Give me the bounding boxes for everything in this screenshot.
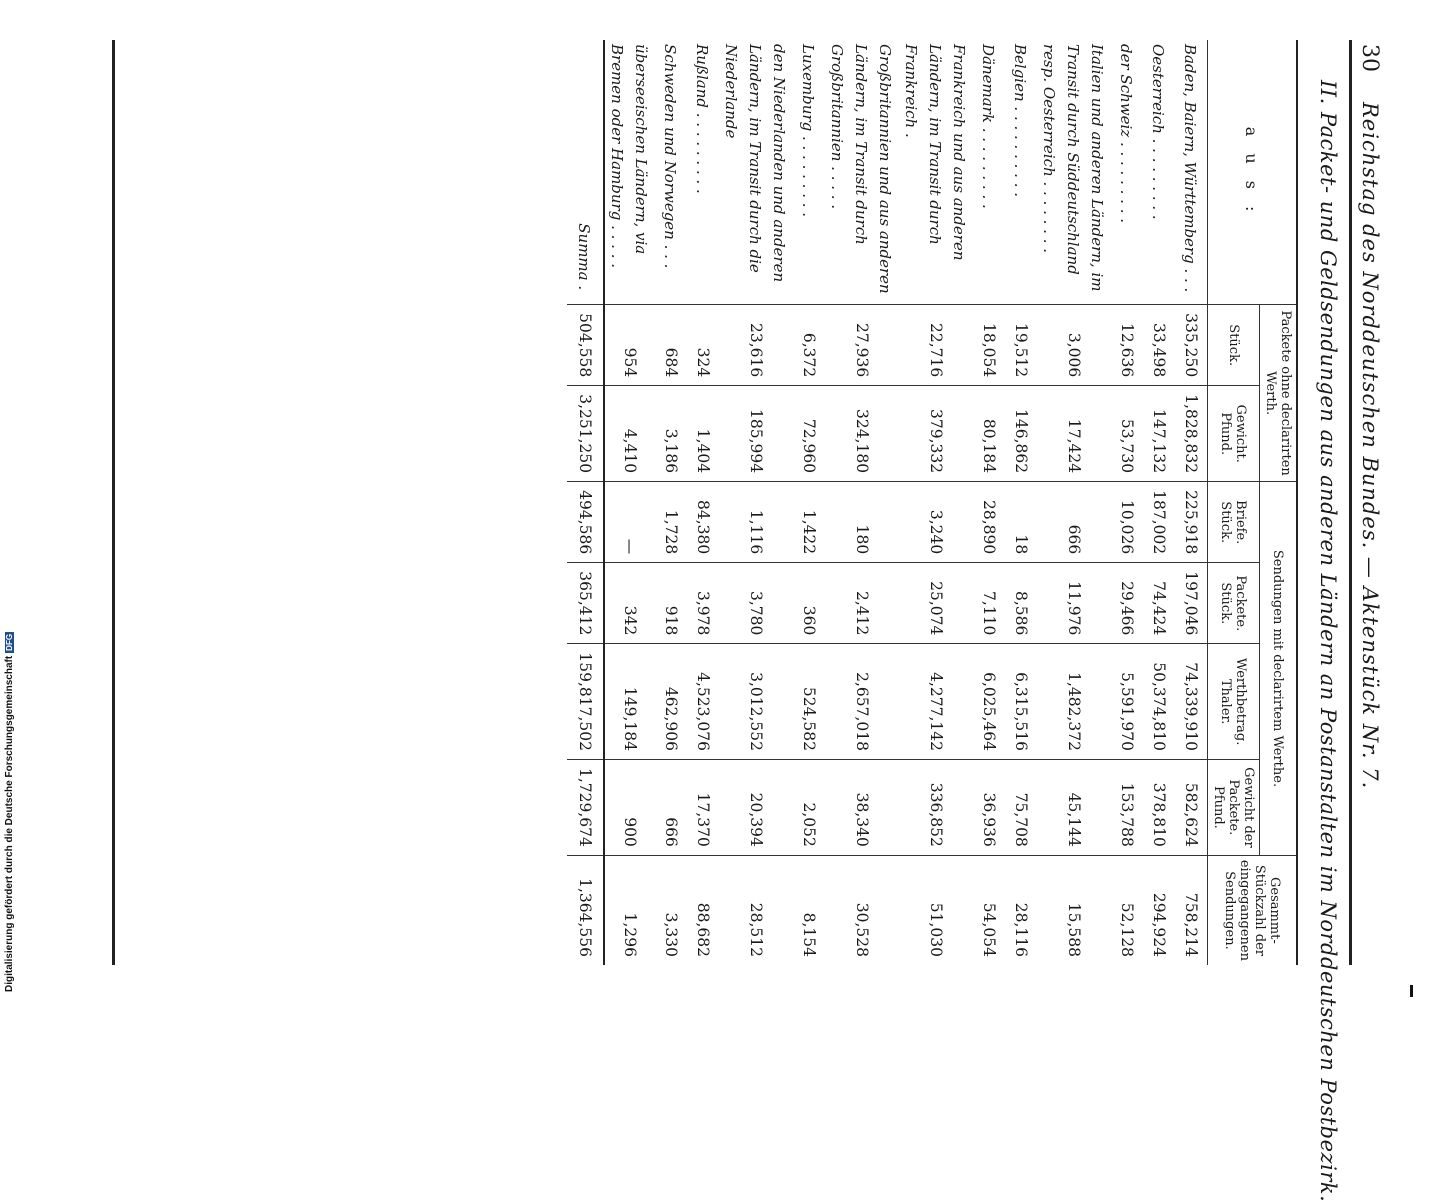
cell-pfund: 153,788 xyxy=(1111,759,1143,855)
top-rule xyxy=(1349,40,1352,965)
cell-land: Großbritannien und aus anderen Ländern, im Transit durch Großbritannien . . . . . xyxy=(828,44,894,294)
cell-briefe: 1,116 xyxy=(719,482,793,563)
sum-row xyxy=(567,40,604,965)
statistics-table xyxy=(567,40,1296,965)
cell-gesammt: 51,030 xyxy=(899,855,973,965)
cell-land: Rußland . . . . . . . . . xyxy=(693,44,711,194)
cell-briefe: — xyxy=(604,482,655,563)
cell-werth: 3,012,552 xyxy=(719,644,793,760)
table-row xyxy=(899,40,973,965)
cell-packete: 342 xyxy=(604,563,655,644)
col-group-ohne: Packete ohne declarirten Werth. xyxy=(1260,305,1297,482)
cell-gewicht: 80,184 xyxy=(973,386,1005,482)
cell-gewicht: 147,132 xyxy=(1143,386,1175,482)
col-header-land: a u s : xyxy=(1208,40,1297,305)
running-header: Reichstag des Norddeutschen Bundes. — Aktenstück Nr. 7. xyxy=(1358,102,1382,790)
cell-werth: 50,374,810 xyxy=(1143,644,1175,760)
cell-briefe: 84,380 xyxy=(687,482,719,563)
table-row xyxy=(604,40,655,965)
page-number: 30 xyxy=(1357,44,1382,72)
cell-packete: 360 xyxy=(793,563,825,644)
cell-packete: 74,424 xyxy=(1143,563,1175,644)
col-header-gesammt: Gesammt-Stückzahl der eingegangenen Sendungen. xyxy=(1208,855,1297,965)
cell-packete: 3,978 xyxy=(687,563,719,644)
col-header-mit-gewicht: Gewicht der Packete. Pfund. xyxy=(1208,759,1260,855)
cell-werth: 462,906 xyxy=(655,644,687,760)
col-header-mit-briefe: Briefe. Stück. xyxy=(1208,482,1260,563)
table-row xyxy=(793,40,825,965)
cell-briefe: 494,586 xyxy=(567,482,604,563)
cell-packete: 25,074 xyxy=(899,563,973,644)
cell-briefe: 10,026 xyxy=(1111,482,1143,563)
cell-packete: 918 xyxy=(655,563,687,644)
cell-gesammt: 294,924 xyxy=(1143,855,1175,965)
cell-werth: 6,025,464 xyxy=(973,644,1005,760)
cell-gesammt: 30,528 xyxy=(825,855,899,965)
cell-gewicht: 1,404 xyxy=(687,386,719,482)
cell-gewicht: 17,424 xyxy=(1037,386,1111,482)
cell-stueck: 324 xyxy=(687,305,719,386)
cell-gewicht: 146,862 xyxy=(1005,386,1037,482)
cell-land: Italien und anderen Ländern, im Transit durch Süddeutschland resp. Oesterreich . . . . . . . . xyxy=(1040,44,1106,292)
cell-land: den Niederlanden und anderen Ländern, im Transit durch die Niederlande xyxy=(722,44,788,283)
cell-briefe: 1,422 xyxy=(793,482,825,563)
cell-briefe: 180 xyxy=(825,482,899,563)
col-group-mit: Sendungen mit declarirtem Werthe. xyxy=(1260,482,1297,856)
table-row xyxy=(719,40,793,965)
cell-land: Oesterreich . . . . . . . . . xyxy=(1149,44,1167,220)
cell-gesammt: 3,330 xyxy=(655,855,687,965)
table-row xyxy=(1005,40,1037,965)
cell-land: Baden, Baiern, Württemberg . . . xyxy=(1181,44,1199,293)
cell-packete: 365,412 xyxy=(567,563,604,644)
cell-stueck: 335,250 xyxy=(1175,305,1208,386)
cell-werth: 5,591,970 xyxy=(1111,644,1143,760)
cell-pfund: 2,052 xyxy=(793,759,825,855)
cell-packete: 7,110 xyxy=(973,563,1005,644)
cell-gewicht: 4,410 xyxy=(604,386,655,482)
cell-stueck: 6,372 xyxy=(793,305,825,386)
cell-gewicht: 53,730 xyxy=(1111,386,1143,482)
cell-werth: 524,582 xyxy=(793,644,825,760)
table-row xyxy=(1037,40,1111,965)
cell-stueck: 3,006 xyxy=(1037,305,1111,386)
cell-pfund: 17,370 xyxy=(687,759,719,855)
cell-packete: 29,466 xyxy=(1111,563,1143,644)
cell-werth: 4,523,076 xyxy=(687,644,719,760)
title-rule xyxy=(1296,40,1298,965)
cell-land: Luxemburg . . . . . . . . . xyxy=(799,44,817,218)
table-row xyxy=(825,40,899,965)
cell-briefe: 187,002 xyxy=(1143,482,1175,563)
cell-pfund: 45,144 xyxy=(1037,759,1111,855)
cell-werth: 2,657,018 xyxy=(825,644,899,760)
dfg-logo: DFG xyxy=(5,633,14,651)
cell-land: Belgien . . . . . . . . . . xyxy=(1011,44,1029,197)
cell-gewicht: 72,960 xyxy=(793,386,825,482)
cell-gesammt: 8,154 xyxy=(793,855,825,965)
cell-briefe: 225,918 xyxy=(1175,482,1208,563)
rotated-content xyxy=(42,32,1382,1202)
cell-land: Frankreich und aus anderen Ländern, im Transit durch Frankreich . xyxy=(902,44,968,261)
cell-packete: 197,046 xyxy=(1175,563,1208,644)
cell-werth: 6,315,516 xyxy=(1005,644,1037,760)
cell-land: der Schweiz . . . . . . . . . xyxy=(1117,44,1135,223)
cell-briefe: 28,890 xyxy=(973,482,1005,563)
cell-werth: 159,817,502 xyxy=(567,644,604,760)
cell-werth: 74,339,910 xyxy=(1175,644,1208,760)
cell-gesammt: 1,364,556 xyxy=(567,855,604,965)
cell-stueck: 22,716 xyxy=(899,305,973,386)
col-header-mit-werthbetrag: Werthbetrag. Thaler. xyxy=(1208,644,1260,760)
cell-land: Summa . xyxy=(567,40,604,305)
cell-gesammt: 758,214 xyxy=(1175,855,1208,965)
cell-pfund: 666 xyxy=(655,759,687,855)
cell-werth: 1,482,372 xyxy=(1037,644,1111,760)
cell-gesammt: 28,512 xyxy=(719,855,793,965)
cell-pfund: 582,624 xyxy=(1175,759,1208,855)
table-row xyxy=(1111,40,1143,965)
cell-stueck: 12,636 xyxy=(1111,305,1143,386)
cell-pfund: 38,340 xyxy=(825,759,899,855)
cell-gesammt: 52,128 xyxy=(1111,855,1143,965)
table-row xyxy=(655,40,687,965)
cell-pfund: 20,394 xyxy=(719,759,793,855)
cell-stueck: 33,498 xyxy=(1143,305,1175,386)
cell-gesammt: 88,682 xyxy=(687,855,719,965)
cell-land: Schweden und Norwegen . . . xyxy=(661,44,679,269)
cell-gesammt: 1,296 xyxy=(604,855,655,965)
cell-pfund: 900 xyxy=(604,759,655,855)
bottom-rule xyxy=(112,40,115,965)
col-header-mit-packete: Packete. Stück. xyxy=(1208,563,1260,644)
scan-edge-mark xyxy=(1410,985,1431,997)
table-row xyxy=(973,40,1005,965)
cell-gesammt: 28,116 xyxy=(1005,855,1037,965)
cell-packete: 11,976 xyxy=(1037,563,1111,644)
cell-stueck: 954 xyxy=(604,305,655,386)
cell-gewicht: 3,186 xyxy=(655,386,687,482)
cell-briefe: 666 xyxy=(1037,482,1111,563)
digitization-note xyxy=(4,632,15,992)
table-row xyxy=(1175,40,1208,965)
cell-stueck: 684 xyxy=(655,305,687,386)
cell-pfund: 378,810 xyxy=(1143,759,1175,855)
col-header-ohne-gewicht: Gewicht. Pfund. xyxy=(1208,386,1260,482)
cell-pfund: 36,936 xyxy=(973,759,1005,855)
cell-gesammt: 54,054 xyxy=(973,855,1005,965)
table-body xyxy=(567,40,1208,965)
section-title: II. Packet- und Geldsendungen aus anderen Ländern an Postanstalten im Norddeutschen Postbezirk. xyxy=(1316,80,1340,1202)
cell-stueck: 504,558 xyxy=(567,305,604,386)
cell-briefe: 1,728 xyxy=(655,482,687,563)
cell-gewicht: 185,994 xyxy=(719,386,793,482)
cell-packete: 3,780 xyxy=(719,563,793,644)
cell-stueck: 18,054 xyxy=(973,305,1005,386)
cell-briefe: 3,240 xyxy=(899,482,973,563)
cell-packete: 8,586 xyxy=(1005,563,1037,644)
col-header-ohne-stueck: Stück. xyxy=(1208,305,1260,386)
cell-werth: 4,277,142 xyxy=(899,644,973,760)
cell-stueck: 19,512 xyxy=(1005,305,1037,386)
cell-gewicht: 1,828,832 xyxy=(1175,386,1208,482)
cell-stueck: 27,936 xyxy=(825,305,899,386)
cell-briefe: 18 xyxy=(1005,482,1037,563)
cell-land: Dänemark . . . . . . . . . xyxy=(979,44,997,209)
cell-gewicht: 3,251,250 xyxy=(567,386,604,482)
cell-land: überseeischen Ländern, via Bremen oder Hamburg . . . . . xyxy=(608,44,650,269)
cell-gesammt: 15,588 xyxy=(1037,855,1111,965)
cell-gewicht: 324,180 xyxy=(825,386,899,482)
table-row xyxy=(1143,40,1175,965)
table-row xyxy=(687,40,719,965)
cell-pfund: 1,729,674 xyxy=(567,759,604,855)
digitization-text: Digitalisierung gefördert durch die Deutsche Forschungsgemeinschaft xyxy=(4,655,15,992)
cell-packete: 2,412 xyxy=(825,563,899,644)
cell-pfund: 75,708 xyxy=(1005,759,1037,855)
cell-pfund: 336,852 xyxy=(899,759,973,855)
cell-stueck: 23,616 xyxy=(719,305,793,386)
cell-werth: 149,184 xyxy=(604,644,655,760)
cell-gewicht: 379,332 xyxy=(899,386,973,482)
